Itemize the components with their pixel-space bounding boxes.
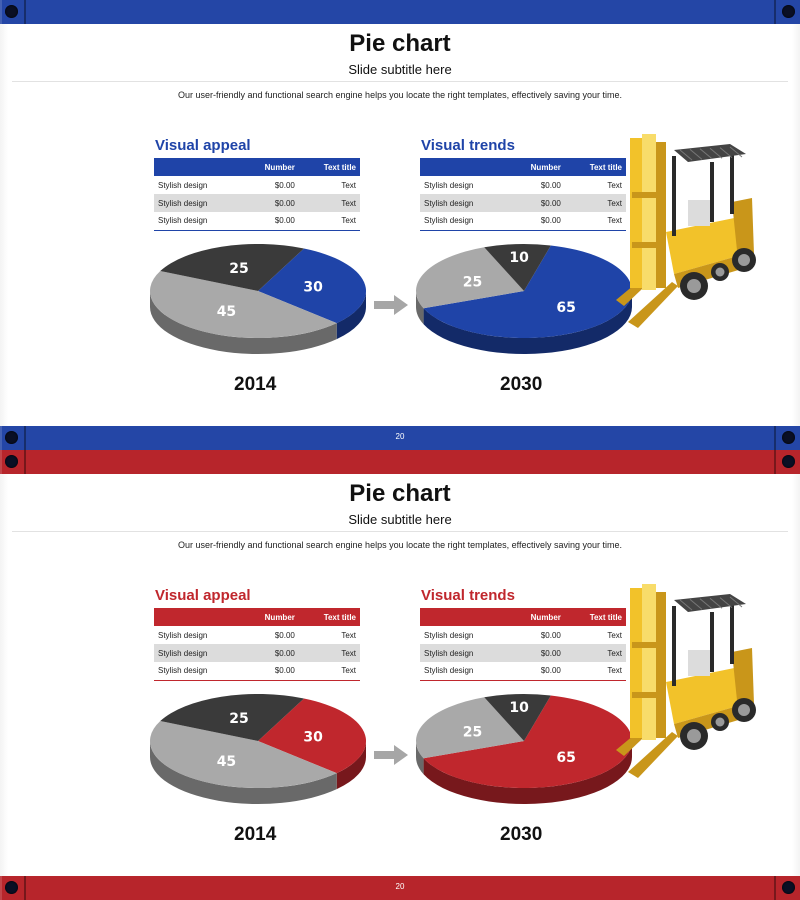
table-header-row: Number Text title <box>154 608 360 626</box>
table-row: Stylish design $0.00 Text <box>424 180 622 190</box>
data-table-visual-trends <box>420 608 626 681</box>
chart-year-label: 2014 <box>234 824 277 845</box>
data-table-visual-trends <box>420 158 626 231</box>
page-number: 20 <box>395 882 405 891</box>
data-table-visual-appeal <box>154 158 360 231</box>
slide-title: Pie chart <box>349 30 451 57</box>
table-row: Stylish design $0.00 Text <box>420 194 626 212</box>
table-row: Stylish design $0.00 Text <box>154 662 360 680</box>
pie-chart-2014 <box>146 240 370 358</box>
chart-year-label: 2030 <box>500 374 543 395</box>
table-row: Stylish design $0.00 Text <box>420 212 626 230</box>
bottom-bar <box>0 426 800 450</box>
rivet-icon <box>782 455 795 468</box>
pie-chart-2030 <box>412 690 636 820</box>
table-header-row: Number Text title <box>420 158 626 176</box>
slide-subtitle: Slide subtitle here <box>348 512 452 527</box>
rivet-icon <box>5 5 18 18</box>
pie-data-label: 10 <box>509 700 529 717</box>
chart-year-label: 2030 <box>500 824 543 845</box>
divider <box>12 531 788 532</box>
table-header-row: Number Text title <box>154 158 360 176</box>
pie-chart-2030 <box>412 240 636 370</box>
slide-subtitle: Slide subtitle here <box>348 62 452 77</box>
rivet-icon <box>5 455 18 468</box>
pie-data-label: 25 <box>462 724 483 741</box>
pie-data-label: 45 <box>216 754 237 771</box>
chart-year-label: 2014 <box>234 374 277 395</box>
pie-data-label: 30 <box>303 279 323 296</box>
table-row: Stylish design $0.00 Text <box>158 630 356 640</box>
pie-chart-2014 <box>146 690 370 808</box>
forklift-icon <box>612 132 762 332</box>
pie-data-label: 25 <box>462 274 483 291</box>
pie-data-label: 25 <box>229 261 249 278</box>
table-heading-visual-trends: Visual trends <box>421 587 515 604</box>
pie-data-label: 45 <box>216 304 237 321</box>
table-heading-visual-trends: Visual trends <box>421 137 515 154</box>
table-row: Stylish design $0.00 Text <box>154 644 360 662</box>
table-heading-visual-appeal: Visual appeal <box>155 137 251 154</box>
top-bar <box>0 0 800 24</box>
table-row: Stylish design $0.00 Text <box>154 194 360 212</box>
table-row: Stylish design $0.00 Text <box>424 630 622 640</box>
rivet-icon <box>782 5 795 18</box>
table-heading-visual-appeal: Visual appeal <box>155 587 251 604</box>
pie-data-label: 65 <box>556 750 576 767</box>
pie-data-label: 65 <box>556 300 576 317</box>
arrow-right-icon <box>374 293 410 317</box>
top-bar <box>0 450 800 474</box>
data-table-visual-appeal <box>154 608 360 681</box>
pie-data-label: 10 <box>509 250 529 267</box>
forklift-icon <box>612 582 762 782</box>
pie-data-label: 30 <box>303 729 323 746</box>
table-row: Stylish design $0.00 Text <box>420 662 626 680</box>
table-row: Stylish design $0.00 Text <box>158 180 356 190</box>
table-row: Stylish design $0.00 Text <box>154 212 360 230</box>
table-row: Stylish design $0.00 Text <box>420 644 626 662</box>
page-number: 20 <box>395 432 405 441</box>
slide-red <box>0 450 800 900</box>
pie-data-label: 25 <box>229 711 249 728</box>
table-header-row: Number Text title <box>420 608 626 626</box>
slide-description: Our user-friendly and functional search engine helps you locate the right templates, effectively saving your time. <box>177 90 623 100</box>
divider <box>12 81 788 82</box>
arrow-right-icon <box>374 743 410 767</box>
slide-description: Our user-friendly and functional search engine helps you locate the right templates, effectively saving your time. <box>177 540 623 550</box>
slide-title: Pie chart <box>349 480 451 507</box>
bottom-bar <box>0 876 800 900</box>
